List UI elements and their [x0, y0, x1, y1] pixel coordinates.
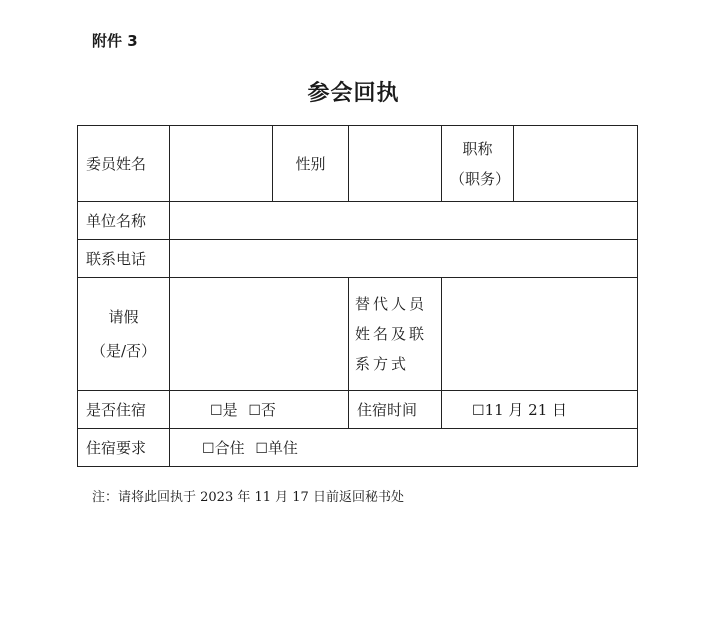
leave-label-line1: 请假	[108, 308, 139, 326]
lodging-req-label: 住宿要求	[78, 429, 170, 467]
unit-name-label: 单位名称	[78, 202, 170, 240]
lodging-time-options	[442, 391, 638, 429]
reply-form-table	[77, 125, 638, 467]
table-row	[78, 278, 638, 391]
table-row	[78, 391, 638, 429]
member-name-label: 委员姓名	[78, 126, 170, 202]
gender-field[interactable]	[349, 126, 442, 202]
table-row	[78, 240, 638, 278]
checkbox-lodging-date[interactable]: ☐	[472, 403, 485, 419]
unit-name-field[interactable]	[170, 202, 638, 240]
table-row	[78, 202, 638, 240]
req-shared-label: 合住	[214, 439, 245, 457]
lodging-yes-label: 是	[222, 401, 238, 419]
checkbox-lodging-yes[interactable]: ☐	[210, 403, 223, 419]
title-label-line2: （职务）	[450, 169, 511, 188]
substitute-label-line2: 姓名及联	[355, 325, 428, 343]
member-name-field[interactable]	[170, 126, 273, 202]
footer-note: 注：请将此回执于 2023 年 11 月 17 日前返回秘书处	[92, 490, 404, 505]
checkbox-single[interactable]: ☐	[255, 441, 268, 457]
phone-label: 联系电话	[78, 240, 170, 278]
gender-label: 性别	[273, 126, 349, 202]
lodging-req-options	[170, 429, 638, 467]
substitute-label-line1: 替代人员	[355, 295, 428, 313]
leave-label-line2: （是/否）	[90, 342, 157, 360]
lodging-time-label: 住宿时间	[349, 391, 442, 429]
checkbox-shared[interactable]: ☐	[202, 441, 215, 457]
table-row	[78, 126, 638, 202]
substitute-label	[349, 278, 442, 391]
leave-label	[78, 278, 170, 391]
table-row	[78, 429, 638, 467]
title-field[interactable]	[514, 126, 638, 202]
attachment-label: 附件 3	[92, 32, 138, 50]
checkbox-lodging-no[interactable]: ☐	[248, 403, 261, 419]
lodging-no-label: 否	[260, 401, 276, 419]
lodging-options	[170, 391, 349, 429]
title-label	[442, 126, 514, 202]
lodging-date-label: 11 月 21 日	[484, 401, 568, 419]
substitute-label-line3: 系方式	[355, 355, 410, 373]
phone-field[interactable]	[170, 240, 638, 278]
substitute-field[interactable]	[442, 278, 638, 391]
req-single-label: 单住	[267, 439, 298, 457]
leave-field[interactable]	[170, 278, 349, 391]
page-title: 参会回执	[307, 81, 400, 106]
lodging-label: 是否住宿	[78, 391, 170, 429]
title-label-line1: 职称	[462, 139, 493, 158]
